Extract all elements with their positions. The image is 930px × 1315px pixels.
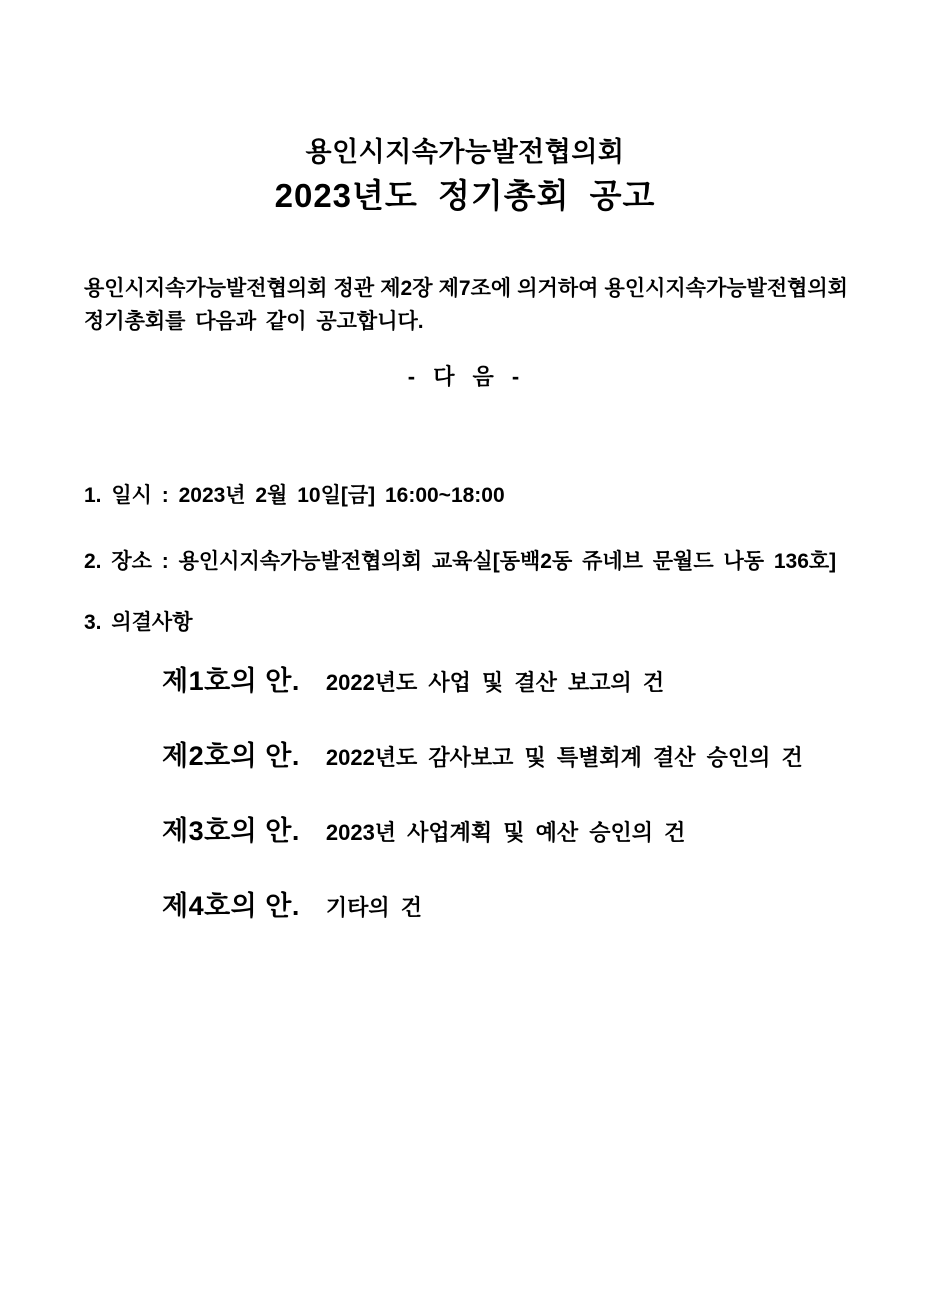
agenda-title: 기타의 건 — [325, 895, 422, 920]
agenda-number: 제4호의 안. — [162, 891, 300, 921]
detail-item-date-time: 1. 일시 : 2023년 2월 10일[금] 16:00~18:00 — [84, 484, 505, 507]
daum-divider-label: - 다 음 - — [407, 364, 523, 389]
agenda-row — [162, 734, 803, 773]
agenda-row — [162, 659, 664, 698]
agenda-row — [162, 884, 422, 923]
notice-title: 2023년도 정기총회 공고 — [274, 177, 656, 214]
agenda-number: 제2호의 안. — [162, 741, 300, 771]
intro-paragraph — [84, 272, 848, 338]
intro-paragraph-line2: 정기총회를 다음과 같이 공고합니다. — [84, 310, 424, 333]
organization-name: 용인시지속가능발전협의회 — [305, 137, 625, 167]
agenda-number: 제3호의 안. — [162, 816, 300, 846]
agenda-number: 제1호의 안. — [162, 666, 300, 696]
agenda-title: 2022년도 감사보고 및 특별회계 결산 승인의 건 — [325, 745, 803, 770]
detail-item-agenda-header: 3. 의결사항 — [84, 611, 193, 634]
agenda-row — [162, 809, 685, 848]
agenda-title: 2023년 사업계획 및 예산 승인의 건 — [325, 820, 686, 845]
agenda-title: 2022년도 사업 및 결산 보고의 건 — [325, 670, 665, 695]
detail-item-venue: 2. 장소 : 용인시지속가능발전협의회 교육실[동백2동 쥬네브 문월드 나동 136호] — [84, 550, 837, 573]
intro-paragraph-line1: 용인시지속가능발전협의회 정관 제2장 제7조에 의거하여 용인시지속가능발전협의회 — [84, 277, 848, 300]
